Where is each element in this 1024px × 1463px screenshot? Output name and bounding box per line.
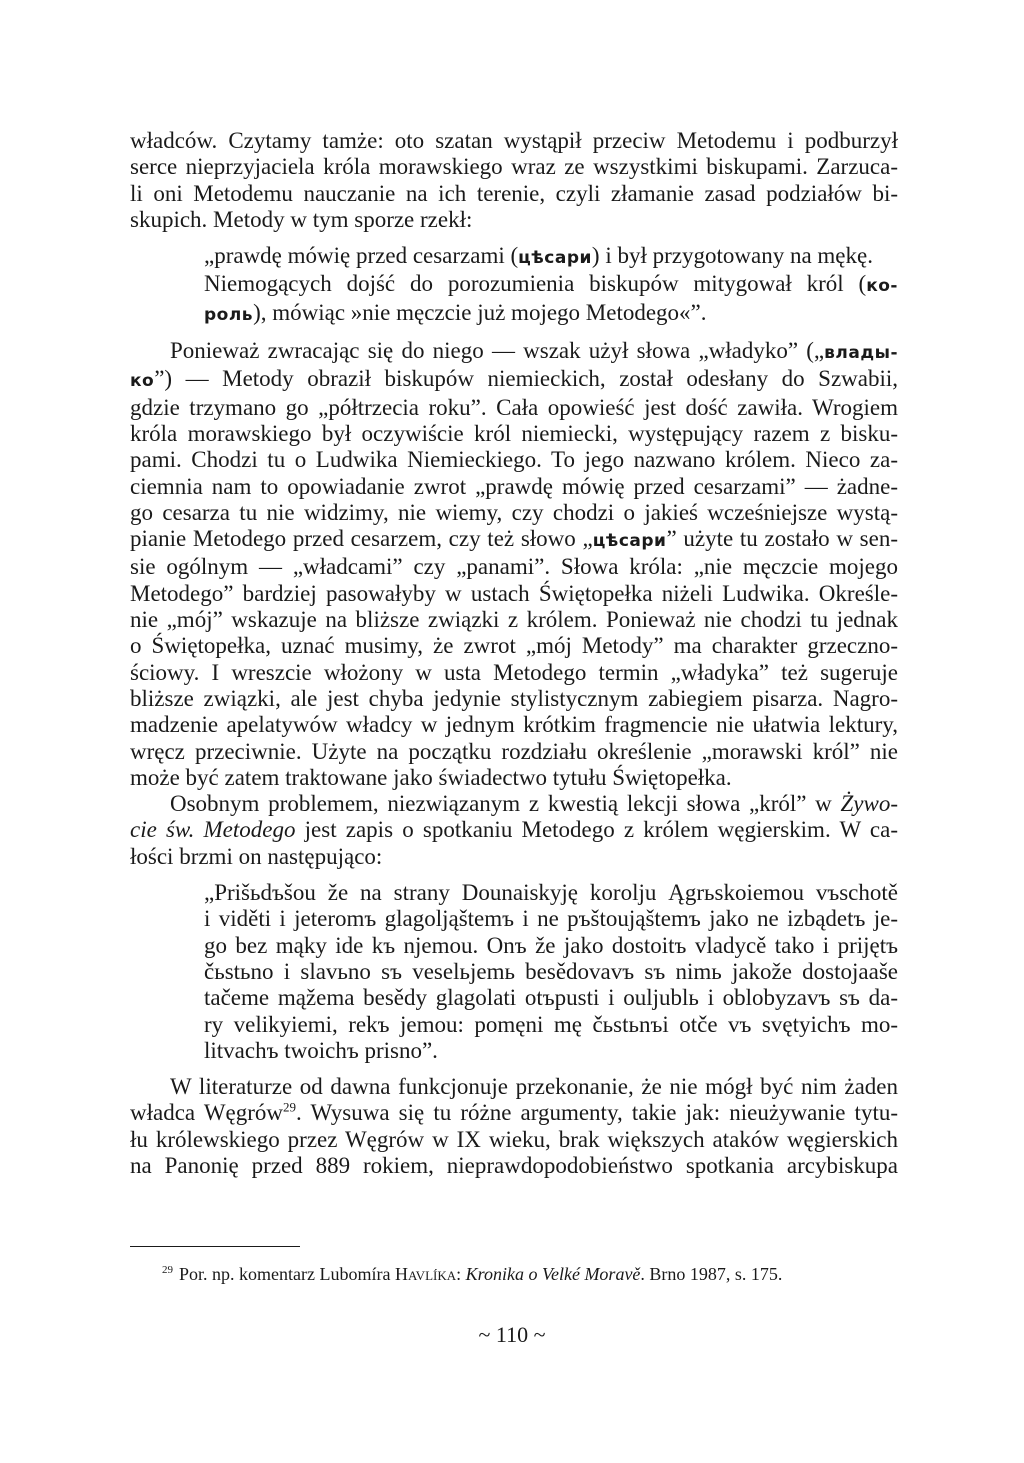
- text-run: jest zapis o spotkaniu Metodego z królem węgierskim. W ca-: [295, 817, 899, 843]
- text-line: ry velikyiemi, rekъ jemou: pomęni mę čьstьnъi otče vъ svętyichъ mo-: [204, 1011, 898, 1037]
- text-run: ) i był przygotowany na mękę.: [591, 243, 873, 269]
- text-run: ” użyte tu zostało w sen-: [666, 526, 898, 552]
- block-quote-2: [204, 880, 898, 1064]
- old-church-slavonic-word: цѣсари: [518, 248, 592, 269]
- text-line: łu królewskiego przez Węgrów w IX wieku, brak większych ataków węgierskich: [130, 1126, 898, 1152]
- text-line: go bez mąky ide kъ njemou. Onъ že jako dostoitъ vladycě tako i prijętъ: [204, 932, 898, 958]
- old-church-slavonic-word: цѣсари: [592, 531, 667, 552]
- text-line: króla morawskiego był oczywiście król niemiecki, występujący razem z bisku-: [130, 420, 898, 446]
- text-line: na Panonię przed 889 rokiem, nieprawdopodobieństwo spotkania arcybiskupa: [130, 1152, 898, 1178]
- italic-title: cie św. Metodego: [130, 817, 296, 843]
- text-line: litvachъ twoichъ prisno”.: [204, 1037, 438, 1063]
- text-line: „Prišьdъšou že na strany Dounaiskyję korolju Ągrьskoiemou vъschotě: [204, 880, 898, 906]
- text-line: pami. Chodzi tu o Ludwika Niemieckiego. To jego nazwano królem. Nieco za-: [130, 447, 898, 473]
- text-line: skupich. Metody w tym sporze rzekł:: [130, 206, 473, 232]
- page-number: ~ 110 ~: [478, 1322, 546, 1347]
- old-church-slavonic-word: влады-: [824, 343, 898, 364]
- text-run: Niemogących dojść do porozumienia biskupów mitygował król (: [204, 271, 867, 297]
- old-church-slavonic-word: роль: [204, 304, 254, 325]
- text-line: [204, 243, 898, 271]
- text-line: go cesarza tu nie widzimy, nie wiemy, czy chodzi o jakieś wcześniejsze wystą-: [130, 499, 898, 525]
- text-line: może być zatem traktowane jako świadectwo tytułu Świętopełka.: [130, 764, 732, 790]
- footnote-29: [162, 1263, 902, 1285]
- text-run: ”) — Metody obraził biskupów niemieckich, został odesłany do Szwabii,: [154, 366, 898, 392]
- text-run: ), mówiąc »nie męczcie już mojego Metodego«”.: [253, 299, 707, 325]
- text-line: [130, 1100, 898, 1126]
- text-line: łości brzmi on następująco:: [130, 843, 383, 869]
- text-line: li oni Metodemu nauczanie na ich terenie, czyli złamanie zasad podziałów bi-: [130, 180, 898, 206]
- text-line: serce nieprzyjaciela króla morawskiego wraz ze wszystkimi biskupami. Zarzuca-: [130, 154, 898, 180]
- old-church-slavonic-word: ко-: [866, 276, 898, 297]
- text-line: Metodego” bardziej pasowałyby w ustach Świętopełka niżeli Ludwika. Określe-: [130, 580, 898, 606]
- text-line: i viděti i jeteromъ glagoljąštemъ i ne pъštoująštemъ jako ne izbądetъ je-: [204, 906, 898, 932]
- text-run: . Brno 1987, s. 175.: [640, 1264, 783, 1284]
- text-line: ściowy. I wreszcie włożony w usta Metodego termin „władyka” też sugeruje: [130, 659, 898, 685]
- paragraph-3: [130, 791, 898, 870]
- text-line: [130, 526, 898, 554]
- text-run: :: [456, 1264, 466, 1284]
- text-line: [204, 271, 898, 299]
- paragraph-1: [130, 128, 898, 233]
- text-line: wręcz przeciwnie. Użyte na początku rozdziału określenie „morawski król” nie: [130, 738, 898, 764]
- text-line: W literaturze od dawna funkcjonuje przekonanie, że nie mógł być nim żaden: [170, 1074, 898, 1100]
- text-line: čьstьno i slavьno sъ veselьjemь besědovavъ sъ nimь jakože dostojaaše: [204, 958, 898, 984]
- text-run: . Wysuwa się tu różne argumenty, takie jak: nieużywanie tytu-: [296, 1100, 898, 1126]
- text-run: władca Węgrów: [130, 1100, 284, 1126]
- text-line: gdzie trzymano go „półtrzecia roku”. Cała opowieść jest dość zawiła. Wrogiem: [130, 394, 898, 420]
- italic-title: Żywo-: [840, 791, 898, 817]
- text-line: tačeme mąžema besědy glagolati otъpusti i ouljublь i oblobyzavъ sъ da-: [204, 985, 898, 1011]
- text-line: [130, 791, 898, 817]
- text-line: [130, 817, 898, 843]
- text-line: [130, 366, 898, 394]
- text-line: madzenie apelatywów władcy w jednym krótkim fragmencie nie ułatwia lektury,: [130, 712, 898, 738]
- text-run: Por. np. komentarz Lubomíra: [179, 1264, 395, 1284]
- block-quote-1: [204, 243, 898, 328]
- author-name: Havlíka: [394, 1264, 457, 1284]
- text-line: ciemnia nam to opowiadanie zwrot „prawdę mówię przed cesarzami” — żadne-: [130, 473, 898, 499]
- page-body: [130, 128, 898, 1179]
- text-run: Ponieważ zwracając się do niego — wszak użył słowa „władyko” („: [170, 338, 825, 364]
- text-line: władców. Czytamy tamże: oto szatan wystąpił przeciw Metodemu i podburzył: [130, 128, 898, 153]
- text-line: sie ogólnym — „władcami” czy „panami”. Słowa króla: „nie męczcie mojego: [130, 554, 898, 580]
- text-run: „prawdę mówię przed cesarzami (: [204, 243, 519, 269]
- text-run: Osobnym problemem, niezwiązanym z kwestią lekcji słowa „król” w: [170, 791, 841, 817]
- text-line: bliższe związki, ale jest chyba jedynie stylistycznym zabiegiem pisarza. Nagro-: [130, 685, 898, 711]
- text-line: [130, 338, 898, 366]
- paragraph-2: [130, 338, 898, 791]
- text-line: [204, 300, 898, 328]
- text-run: pianie Metodego przed cesarzem, czy też słowo „: [130, 526, 593, 552]
- old-church-slavonic-word: ко: [130, 371, 155, 392]
- italic-title: Kronika o Velké Moravě: [465, 1264, 641, 1284]
- text-line: o Świętopełka, uznać musimy, że zwrot „mój Metody” ma charakter grzeczno-: [130, 633, 898, 659]
- text-line: nie „mój” wskazuje na bliższe związki z królem. Ponieważ nie chodzi tu jednak: [130, 607, 898, 633]
- footnote-separator: [130, 1246, 300, 1247]
- footnote-reference[interactable]: 29: [283, 1099, 297, 1115]
- footnote-number: 29: [162, 1264, 173, 1276]
- paragraph-4: [130, 1074, 898, 1179]
